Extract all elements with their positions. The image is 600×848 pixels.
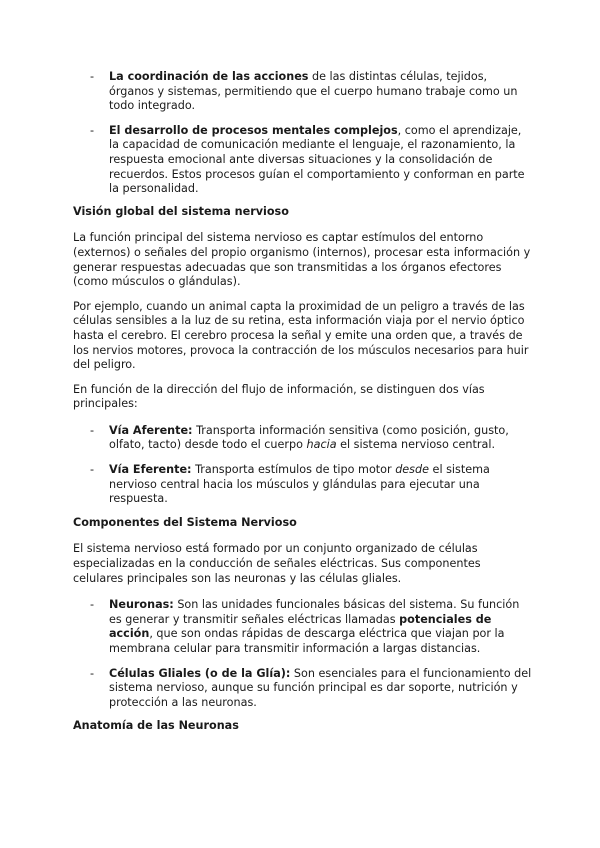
item-bold-term: La coordinación de las acciones: [109, 70, 309, 83]
item-bold-term: Vía Eferente:: [109, 463, 192, 477]
paragraph: El sistema nervioso está formado por un conjunto organizado de células especializadas en la conducción de señales eléctricas. Sus componentes celulares principales son las neuronas y las células gliales.: [73, 542, 481, 585]
item-text: el sistema nervioso central.: [336, 438, 496, 452]
bullet-dash: -: [90, 423, 95, 437]
list-item: [73, 124, 533, 197]
document-page: [73, 70, 533, 734]
item-bold-term: Células Gliales (o de la Glía):: [109, 666, 291, 680]
list-item: [73, 424, 533, 453]
item-text: Son esenciales para el funcionamiento del sistema nervioso, aunque su función principal es dar soporte, nutrición y protección a las neuronas.: [109, 666, 532, 709]
item-italic: hacia: [306, 438, 337, 452]
section-heading-vision-global: Visión global del sistema nervioso: [73, 204, 289, 218]
paragraph: La función principal del sistema nervioso es captar estímulos del entorno (externos) o señales del propio organismo (internos), procesar esta información y generar respuestas adecuadas que son transmitidas a los órganos efectores (como músculos o glándulas).: [73, 231, 531, 289]
item-italic: desde: [395, 463, 429, 477]
list-item: [73, 598, 533, 656]
components-list: [73, 598, 533, 710]
item-text: , que son ondas rápidas de descarga eléctrica que viajan por la membrana celular para transmitir información a largas distancias.: [109, 627, 505, 655]
paragraph: En función de la dirección del flujo de información, se distinguen dos vías principales:: [73, 382, 485, 411]
pathways-list: [73, 424, 533, 507]
item-text: el sistema nervioso central hacia los músculos y glándulas para ejecutar una respuesta.: [109, 463, 490, 506]
bullet-dash: -: [90, 598, 95, 612]
bullet-dash: -: [90, 123, 95, 137]
item-text: Transporta estímulos de tipo motor: [191, 463, 396, 477]
bullet-dash: -: [90, 463, 95, 477]
item-bold-term: Vía Aferente:: [109, 423, 193, 437]
item-bold-term: Neuronas:: [109, 598, 174, 612]
item-text: , como el aprendizaje, la capacidad de comunicación mediante el lenguaje, el razonamiento, la respuesta emocional ante diversas situaciones y la consolidación de recuerdos. Estos procesos guían el comportamiento y conforman en parte la personalidad.: [109, 123, 525, 196]
item-text: Son las unidades funcionales básicas del sistema. Su función es generar y transmitir señales eléctricas llamadas: [109, 598, 520, 626]
item-bold-term: potenciales de acción: [109, 612, 492, 641]
list-item: [73, 463, 533, 507]
section-heading-anatomia: Anatomía de las Neuronas: [73, 719, 239, 733]
list-item: [73, 667, 533, 711]
functions-list: [73, 70, 533, 197]
paragraph: Por ejemplo, cuando un animal capta la proximidad de un peligro a través de las células sensibles a la luz de su retina, esta información viaja por el nervio óptico hasta el cerebro. El cerebro procesa la señal y emite una orden que, a través de los nervios motores, provoca la contracción de los músculos necesarios para huir del peligro.: [73, 299, 529, 372]
item-text: Transporta información sensitiva (como posición, gusto, olfato, tacto) desde todo el cuerpo: [109, 423, 509, 452]
item-bold-term: El desarrollo de procesos mentales complejos: [109, 123, 398, 137]
list-item: [73, 70, 533, 114]
bullet-dash: -: [90, 70, 95, 83]
bullet-dash: -: [90, 666, 95, 680]
section-heading-componentes: Componentes del Sistema Nervioso: [73, 515, 297, 529]
item-text: de las distintas células, tejidos, órganos y sistemas, permitiendo que el cuerpo humano trabaje como un todo integrado.: [109, 70, 518, 113]
